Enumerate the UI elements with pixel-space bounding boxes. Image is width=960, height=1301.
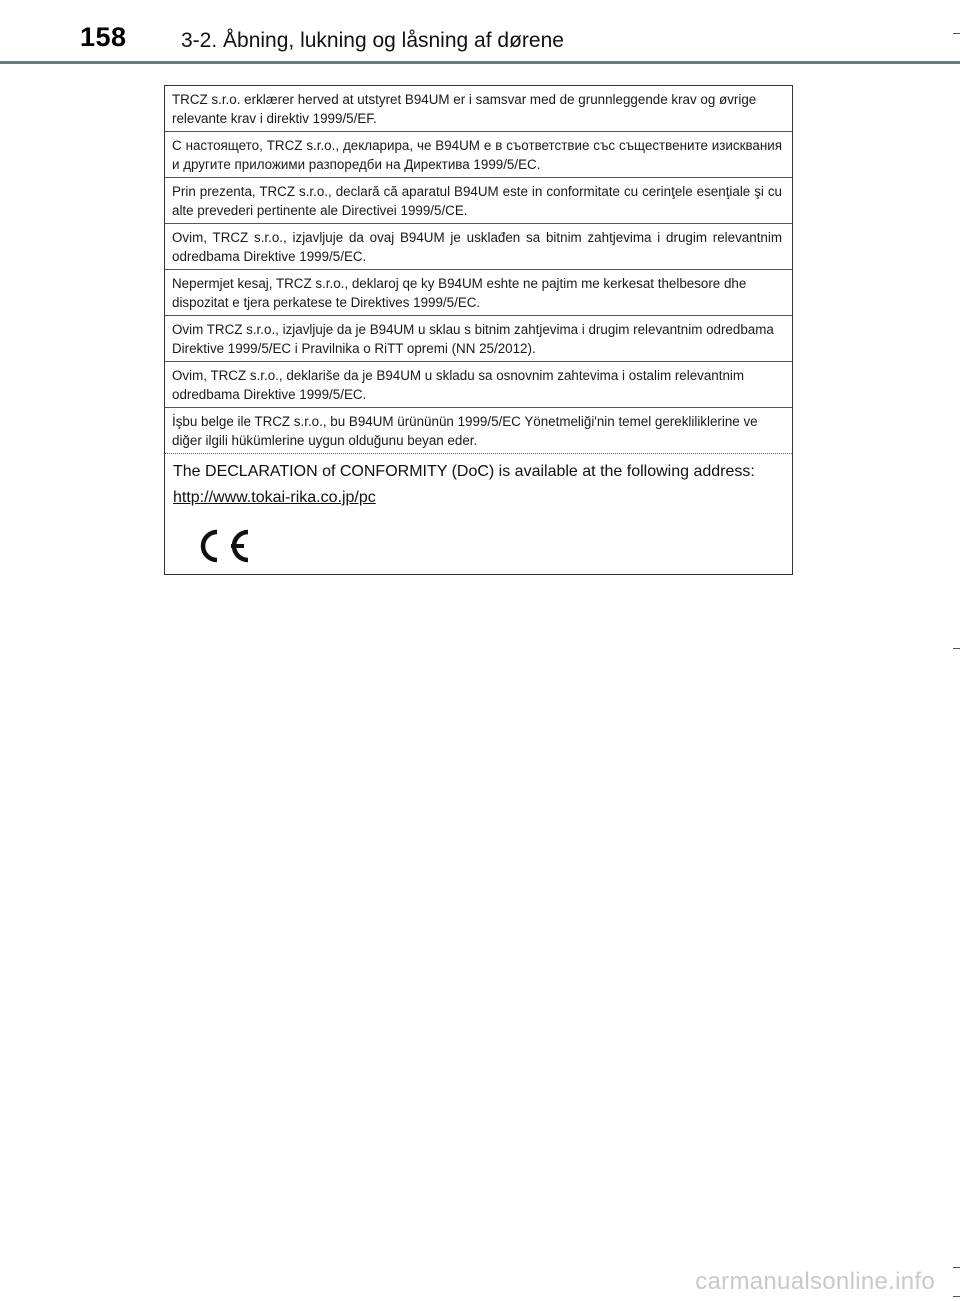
section-title: 3-2. Åbning, lukning og låsning af dørene <box>181 29 564 52</box>
declaration-box <box>164 85 793 575</box>
declaration-serbian: Ovim, TRCZ s.r.o., deklariše da je B94UM u skladu sa osnovnim zahtevima i ostalim relevantnim odredbama Direktive 1999/5/EC. <box>165 362 792 408</box>
crop-mark <box>953 33 960 34</box>
crop-mark <box>953 1296 960 1297</box>
doc-availability-text: The DECLARATION of CONFORMITY (DoC) is available at the following address: <box>173 463 755 480</box>
declaration-romanian: Prin prezenta, TRCZ s.r.o., declară că aparatul B94UM este in conformitate cu cerinţele esenţiale şi cu alte prevederi pertinente ale Directivei 1999/5/CE. <box>165 178 792 224</box>
declaration-norwegian: TRCZ s.r.o. erklærer herved at utstyret B94UM er i samsvar med de grunnleggende krav og øvrige relevante krav i direktiv 1999/5/EF. <box>165 86 792 132</box>
page-header <box>0 0 960 62</box>
declaration-albanian: Nepermjet kesaj, TRCZ s.r.o., deklaroj qe ky B94UM eshte ne pajtim me kerkesat thelbesore dhe dispozitat e tjera perkatese te Direktives 1999/5/EC. <box>165 270 792 316</box>
doc-block <box>165 454 792 574</box>
page-number: 158 <box>80 22 127 52</box>
crop-mark <box>953 648 960 649</box>
ce-mark-icon <box>193 526 255 566</box>
declaration-turkish: İşbu belge ile TRCZ s.r.o., bu B94UM ürününün 1999/5/EC Yönetmeliği'nin temel gerekliliklerine ve diğer ilgili hükümlerine uygun olduğunu beyan eder. <box>165 408 792 454</box>
doc-url-link[interactable]: http://www.tokai-rika.co.jp/pc <box>173 489 376 506</box>
declaration-bosnian: Ovim, TRCZ s.r.o., izjavljuje da ovaj B94UM je usklađen sa bitnim zahtjevima i drugim relevantnim odredbama Direktive 1999/5/EC. <box>165 224 792 270</box>
declaration-croatian: Ovim TRCZ s.r.o., izjavljuje da je B94UM u sklau s bitnim zahtjevima i drugim relevantnim odredbama Direktive 1999/5/EC i Pravilnika o RiTT opremi (NN 25/2012). <box>165 316 792 362</box>
crop-mark <box>953 1267 960 1268</box>
watermark: carmanualsonline.info <box>695 1268 935 1295</box>
declaration-bulgarian: С настоящето, TRCZ s.r.o., декларира, че B94UM е в съответствие със съществените изисквания и другите приложими разпоредби на Директива 1999/5/ЕС. <box>165 132 792 178</box>
header-rule <box>0 61 960 64</box>
